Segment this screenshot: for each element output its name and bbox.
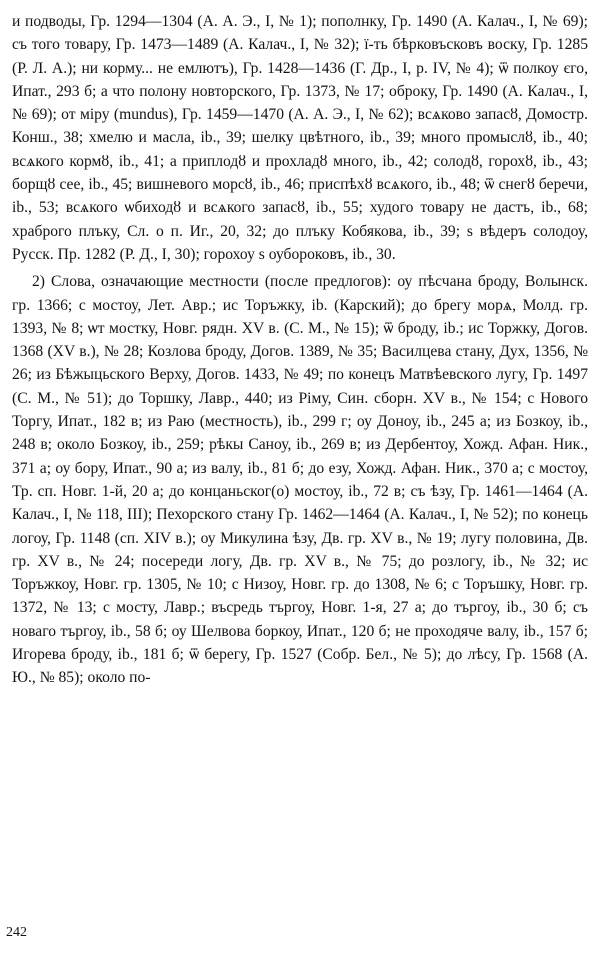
document-page <box>12 10 588 950</box>
paragraph-localities: 2) Слова, означающие местности (после предлогов): оу пѣсчана броду, Волынск. гр. 1366; с мостоу, Лет. Авр.; ис Торъжку, ib. (Карский); до брегу морѧ, Молд. гр. 1393, № 8; ѡт мостку, Новг. рядн. XV в. (С. М., № 15); ѿ броду, ib.; ис Торжку, Догов. 1368 (XV в.), № 28; Козлова броду, Догов. 1389, № 35; Василцева стану, Дух, 1356, № 26; из Бѣжыцьского Верху, Догов. 1433, № 49; по конецъ Матвѣевского лугу, Гр. 1497 (С. М., № 51); до Торшку, Лавр., 440; из Ріму, Син. сборн. XV в., № 154; с Нового Торгу, Ипат., 182 в; из Раю (местность), ib., 299 г; оу Доноу, ib., 245 а; из Бозкоу, ib., 248 в; около Бозкоу, ib., 259; рѣкы Саноу, ib., 269 в; из Дербентоу, Хожд. Афан. Ник., 371 а; оу бору, Ипат., 90 а; из валу, ib., 81 б; до езу, Хожд. Афан. Ник., 370 а; с мостоу, Тр. сп. Новг. 1-й, 20 а; до концаньског(о) мостоу, ib., 72 в; съ ѣзу, Гр. 1461—1464 (А. Калач., I, № 118, III); Пехорского стану Гр. 1462—1464 (А. Калач., I, № 52); по конець логоу, Гр. 1148 (сп. XIV в.); оу Микулина ѣзу, Дв. гр. XV в., № 19; лугу половина, Дв. гр. XV в., № 24; посереди логу, Дв. гр. XV в., № 75; до розлогу, ib., № 32; ис Торъжкоу, Новг. гр. 1305, № 10; с Низоу, Новг. гр. до 1308, № 6; с Торъшку, Новг. гр. 1372, № 13; с мосту, Лавр.; въсредь търгоу, Новг. 1-я, 27 а; до търгоу, ib., 30 б; съ новаго търгоу, ib., 58 б; оу Шелвова боркоу, Ипат., 120 б; не проходяче валу, ib., 157 б; Игорева броду, ib., 181 б; ѿ берегу, Гр. 1527 (Собр. Бел., № 5); до лѣсу, Гр. 1568 (А. Ю., № 85); около по- <box>12 273 588 687</box>
page-number: 242 <box>6 925 27 940</box>
paragraph-continuation: и подводы, Гр. 1294—1304 (А. А. Э., I, № 1); пополнку, Гр. 1490 (А. Калач., I, № 69); съ того товару, Гр. 1473—1489 (А. Калач., I, № 32); ї-ть бѣрковъсковъ воску, Гр. 1285 (Р. Л. А.); ни корму... не емлютъ), Гр. 1428—1436 (Г. Др., I, р. IV, № 4); ѿ полкоу єго, Ипат., 293 б; а что полону новторского, Гр. 1373, № 17; оброку, Гр. 1490 (А. Калач., I, № 69); от міру (mundus), Гр. 1459—1470 (А. А. Э., I, № 62); всѧково запасȣ, Домостр. Конш., 38; хмелю и масла, ib., 39; шелку цвѣтного, ib., 39; много промыслȣ, ib., 40; всѧкого кормȣ, ib., 41; а приплодȣ и прохладȣ много, ib., 42; солодȣ, горохȣ, ib., 43; борщȣ сее, ib., 45; вишневого морсȣ, ib., 46; приспѣхȣ всѧкого, ib., 48; ѿ снегȣ беречи, ib., 53; всѧкого ѡбиходȣ и всѧкого запасȣ, ib., 55; худого товару не дастъ, ib., 68; храброго плъку, Сл. о п. Иг., 20, 32; до плъку Кобякова, ib., 39; ѕ вѣдеръ солодоу, Русск. Пр. 1282 (Р. Д., I, 30); горохоу ѕ оубороковъ, ib., 30. <box>12 13 588 263</box>
